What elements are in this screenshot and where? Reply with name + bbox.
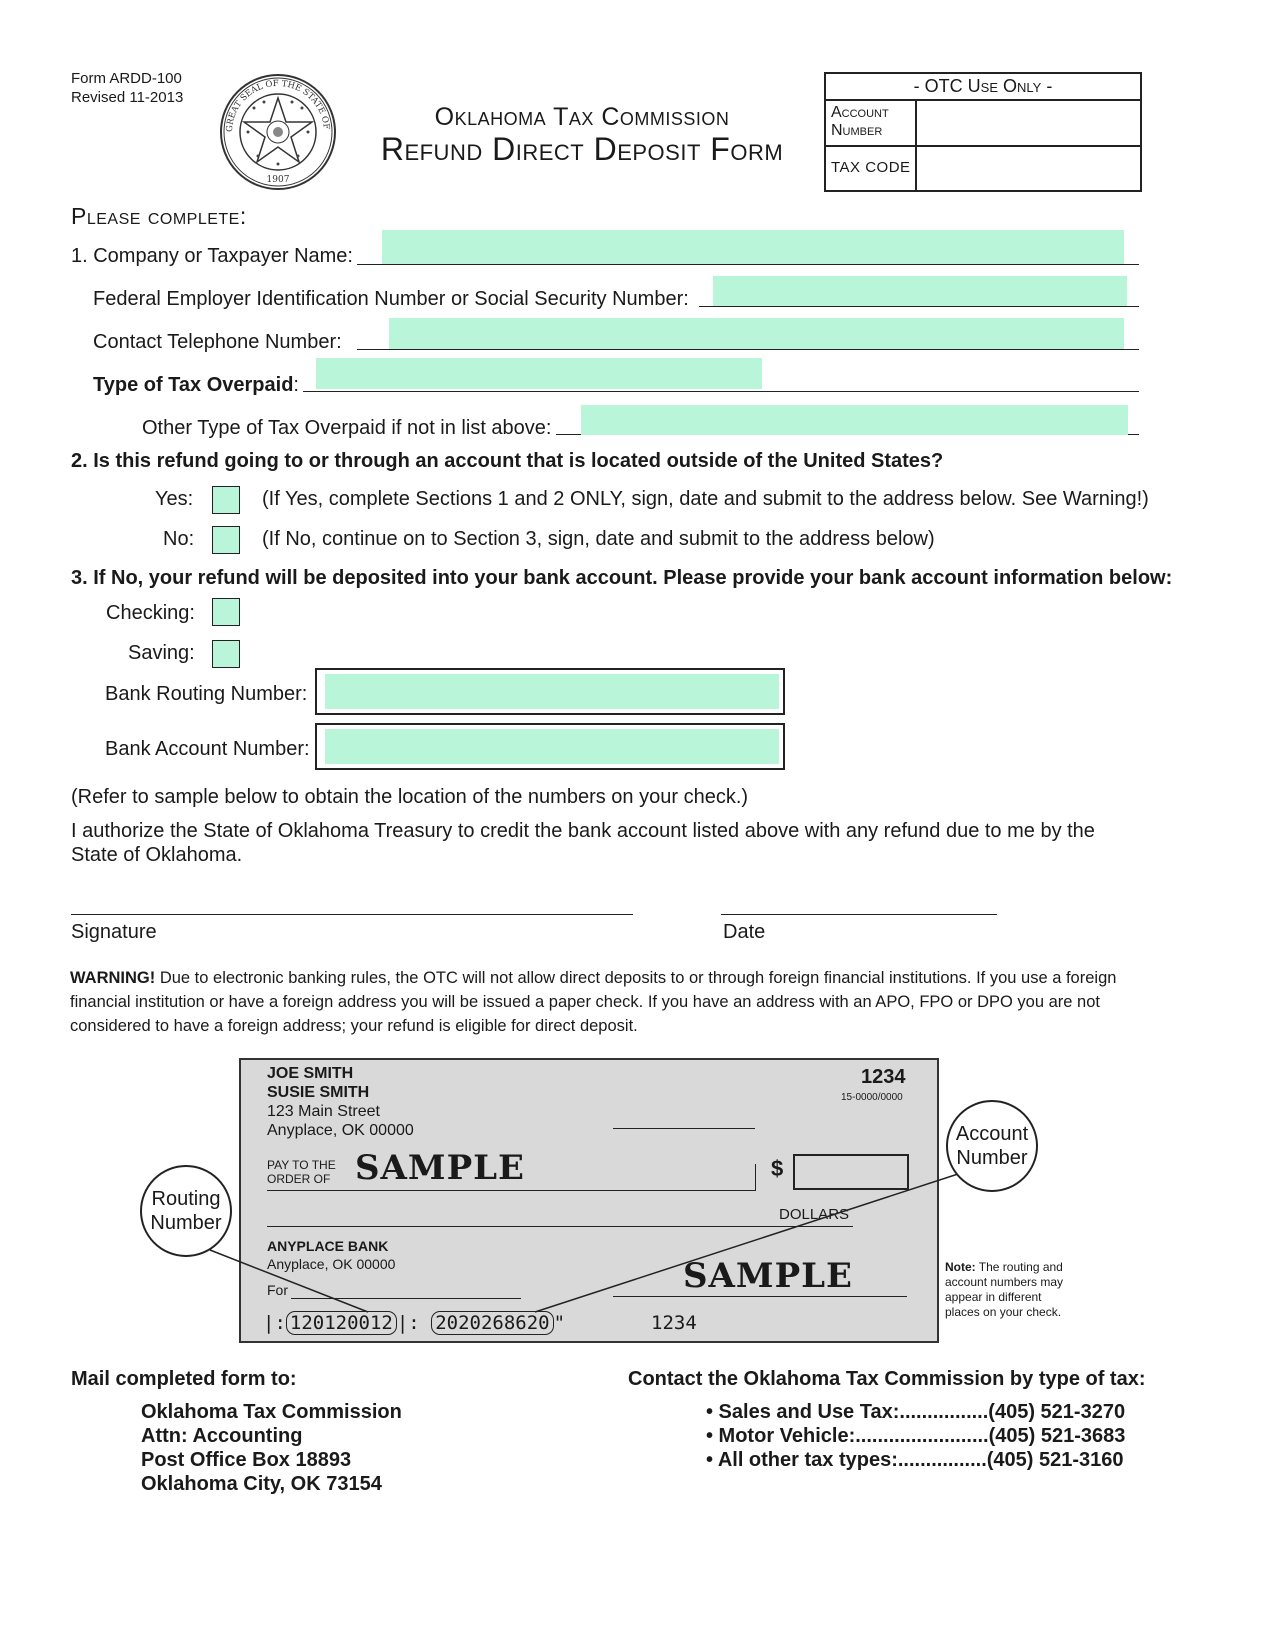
other-tax-type-label: Other Type of Tax Overpaid if not in list above:: [142, 417, 552, 439]
tax-type-label: Type of Tax Overpaid:: [93, 374, 299, 396]
contact-item-motor-vehicle: • Motor Vehicle:........................(405) 521-3683: [706, 1425, 1126, 1447]
mail-heading: Mail completed form to:: [71, 1368, 297, 1390]
micr-account-number: 2020268620: [431, 1311, 553, 1335]
bank-address: Anyplace, OK 00000: [267, 1256, 396, 1272]
agency-name: Oklahoma Tax Commission: [434, 103, 730, 131]
pay-to-label-1: PAY TO THE: [267, 1158, 336, 1172]
phone-number[interactable]: (405) 521-3683: [988, 1425, 1126, 1447]
foreign-account-question: 2. Is this refund going to or through an account that is located outside of the United States?: [71, 450, 944, 472]
contact-item-sales-use: • Sales and Use Tax:................(405) 521-3270: [706, 1401, 1126, 1423]
dollar-sign: $: [771, 1156, 784, 1181]
check-address-1: 123 Main Street: [267, 1103, 380, 1120]
account-number-callout: Account Number: [946, 1100, 1038, 1192]
contact-phone-label: Contact Telephone Number:: [93, 331, 342, 353]
otc-account-number-label: Account Number: [831, 104, 889, 139]
check-name-1: JOE SMITH: [267, 1065, 354, 1082]
mail-line: Oklahoma Tax Commission: [141, 1401, 402, 1423]
bank-deposit-statement: 3. If No, your refund will be deposited into your bank account. Please provide your bank account information below:: [71, 567, 1173, 589]
mail-address: [141, 1400, 402, 1496]
no-label: No:: [163, 528, 195, 550]
signature-sample: SAMPLE: [683, 1256, 853, 1296]
date-label: Date: [723, 921, 766, 943]
mail-line: Post Office Box 18893: [141, 1449, 352, 1471]
payee-sample: SAMPLE: [355, 1148, 525, 1188]
account-number-label: Bank Account Number:: [105, 738, 310, 760]
svg-text:1907: 1907: [266, 175, 290, 185]
bank-name: ANYPLACE BANK: [267, 1238, 389, 1254]
yes-instructions: (If Yes, complete Sections 1 and 2 ONLY, sign, date and submit to the address below. See Warning!): [262, 488, 1149, 510]
company-name-label: 1. Company or Taxpayer Name:: [71, 245, 353, 267]
otc-box-title: - OTC Use Only -: [913, 76, 1053, 96]
dollars-label: DOLLARS: [779, 1206, 850, 1223]
check-name-2: SUSIE SMITH: [267, 1084, 370, 1101]
authorization-text: I authorize the State of Oklahoma Treasury to credit the bank account listed above with any refund due to me by the State of Oklahoma.: [71, 820, 1095, 866]
mail-line: Oklahoma City, OK 73154: [141, 1473, 382, 1495]
routing-number-label: Bank Routing Number:: [105, 683, 308, 705]
check-note: Note: The routing and account numbers may appear in different places on your check.: [945, 1260, 1064, 1319]
pay-to-label-2: ORDER OF: [267, 1172, 331, 1186]
micr-check-number: 1234: [651, 1312, 697, 1334]
phone-number[interactable]: (405) 521-3160: [986, 1449, 1124, 1471]
fein-ssn-label: Federal Employer Identification Number or Social Security Number:: [93, 288, 689, 310]
contact-list: [706, 1400, 1125, 1472]
contact-item-other: • All other tax types:................(405) 521-3160: [706, 1449, 1124, 1471]
revised-date: Revised 11-2013: [71, 89, 184, 106]
otc-tax-code-label: TAX CODE: [831, 159, 911, 176]
no-instructions: (If No, continue on to Section 3, sign, date and submit to the address below): [262, 528, 935, 550]
refer-note: (Refer to sample below to obtain the location of the numbers on your check.): [71, 786, 749, 808]
phone-number[interactable]: (405) 521-3270: [988, 1401, 1126, 1423]
form-title: Refund Direct Deposit Form: [380, 131, 784, 167]
contact-heading: Contact the Oklahoma Tax Commission by type of tax:: [628, 1368, 1146, 1390]
warning-text: WARNING! Due to electronic banking rules, the OTC will not allow direct deposits to or through foreign financial institutions. If you use a foreign financial institution or have a foreign address you will be issued a paper check. If you have an address with an APO, FPO or DPO you are not considered to have a foreign address; your refund is eligible for direct deposit.: [70, 969, 1117, 1035]
svg-text:GREAT SEAL OF THE STATE OF OKL: GREAT SEAL OF THE STATE OF: [224, 78, 331, 133]
routing-number-callout: Routing Number: [140, 1165, 232, 1257]
micr-routing-number: 120120012: [286, 1311, 397, 1335]
for-label: For: [267, 1282, 288, 1298]
checking-label: Checking:: [106, 602, 195, 624]
check-address-2: Anyplace, OK 00000: [267, 1122, 414, 1139]
signature-label: Signature: [71, 921, 157, 943]
check-number: 1234: [861, 1066, 906, 1088]
yes-label: Yes:: [155, 488, 194, 510]
form-id: Form ARDD-100: [71, 70, 182, 87]
saving-label: Saving:: [128, 642, 195, 664]
mail-line: Attn: Accounting: [141, 1425, 303, 1447]
check-fraction: 15-0000/0000: [841, 1092, 903, 1103]
please-complete-heading: Please complete:: [71, 203, 247, 229]
micr-line: |: 120120012 |: 2020268620 ": [263, 1312, 566, 1334]
